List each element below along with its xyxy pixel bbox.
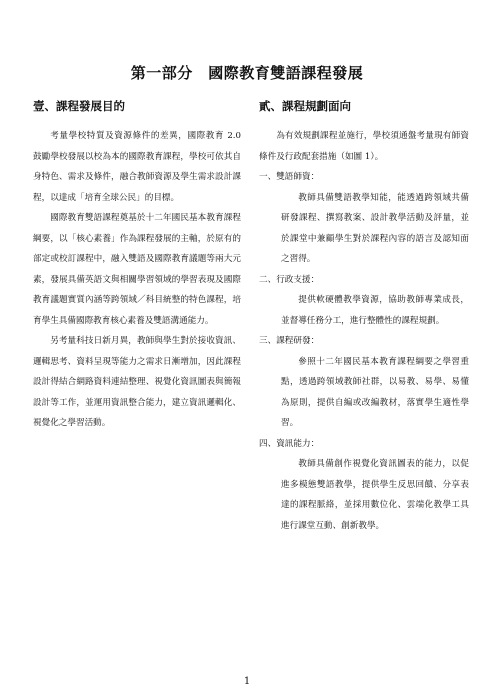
item-title-curriculum-dev: 三、課程研發： bbox=[259, 336, 320, 346]
section-heading-planning: 貳、課程規劃面向 bbox=[259, 99, 351, 113]
paragraph: 考量學校特質及資源條件的差異，國際教育 2.0 鼓勵學校發展以校為本的國際教育課程，學校可依其自身特色、需求及條件，融合教師資源及學生需求設計課程，以達成「培育全球公民」的目標。 bbox=[33, 131, 241, 203]
left-column bbox=[33, 98, 241, 434]
item-body-info-ability: 教師具備創作視覺化資訊圖表的能力，以促進多模態雙語教學，提供學生反思回饋、分享表達的課程脈絡，並採用數位化、雲端化教學工具進行課堂互動、創新教學。 bbox=[281, 459, 469, 531]
item-body-curriculum-dev: 參照十二年國民基本教育課程綱要之學習重點，透過跨領域教師社群，以易教、易學、易懂為原則，提供自編或改編教材，落實學生適性學習。 bbox=[281, 356, 469, 428]
item-title-admin-support: 二、行政支援： bbox=[259, 274, 320, 285]
right-column bbox=[259, 98, 469, 536]
item-body-admin-support: 提供軟硬體教學資源，協助教師專業成長，並督導任務分工，進行整體性的課程規劃。 bbox=[281, 295, 469, 326]
page-number: 1 bbox=[243, 676, 251, 687]
page-title: 第一部分 國際教育雙語課程發展 bbox=[130, 64, 364, 82]
item-body-bilingual-teachers: 教師具備雙語教學知能，能透過跨領域共備研發課程、撰寫教案、設計教學活動及評量，並於課堂中兼顧學生對於課程內容的語言及認知面之習得。 bbox=[281, 192, 469, 264]
item-title-info-ability: 四、資訊能力： bbox=[259, 438, 320, 449]
section-heading-purpose: 壹、課程發展目的 bbox=[33, 99, 125, 113]
paragraph: 另考量科技日新月異，教師與學生對於接收資訊、邏輯思考、資料呈現等能力之需求日漸增加，因此課程設計得結合網路資料連結整理、視覺化資訊圖表與簡報設計等工作，並運用資訊整合能力，建立資訊邏輯化、視覺化之學習活動。 bbox=[33, 336, 241, 428]
intro-paragraph: 為有效規劃課程並施行，學校須通盤考量現有師資條件及行政配套措施（如圖 1）。 bbox=[259, 131, 469, 162]
paragraph: 國際教育雙語課程奠基於十二年國民基本教育課程綱要，以「核心素養」作為課程發展的主軸，於原有的部定或校訂課程中，融入雙語及國際教育議題等兩大元素，發展具備英語文與相關學習領域的學習表現及國際教育議題實質內涵等跨領域／科目統整的特色課程，培育學生具備國際教育核心素養及雙語溝通能力。 bbox=[33, 213, 241, 326]
item-title-bilingual-teachers: 一、雙語師資： bbox=[259, 172, 320, 182]
